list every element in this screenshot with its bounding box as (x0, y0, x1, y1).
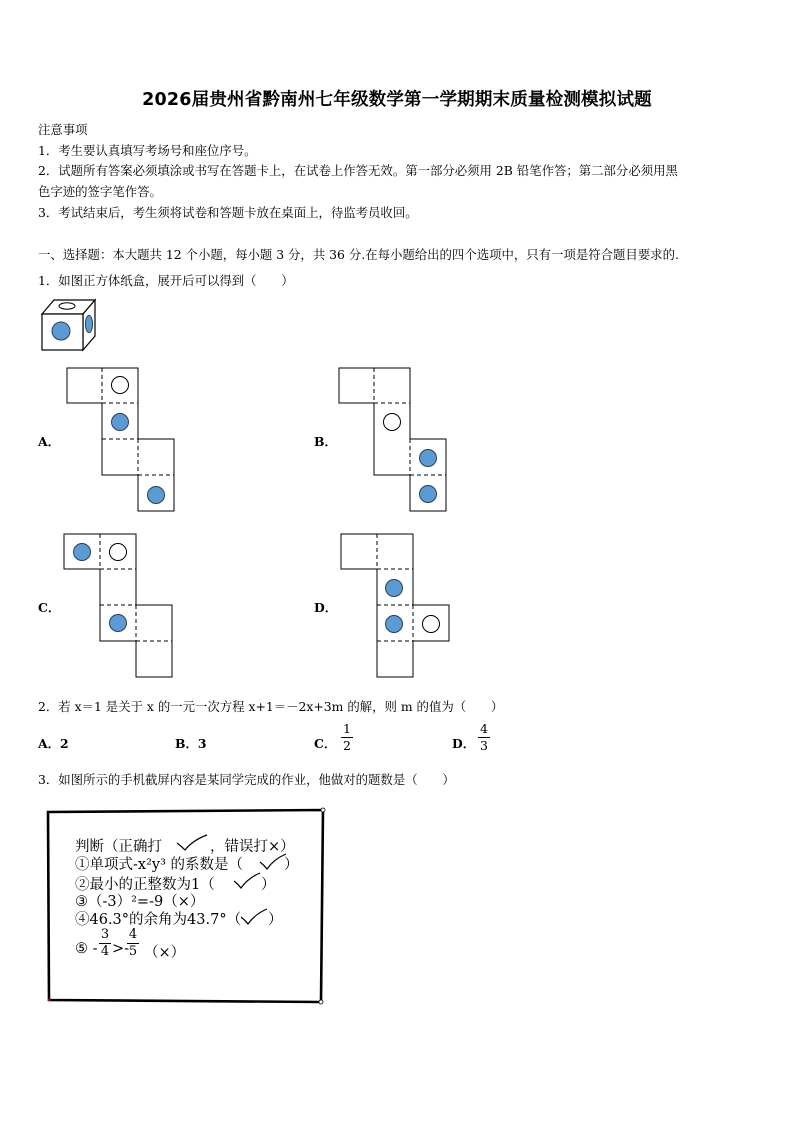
q2-option-a: A．2 (38, 736, 69, 751)
card-line-3: ③（-3）²=-9（×） (75, 894, 205, 910)
option-b-net (338, 367, 450, 515)
section-heading: 一、选择题：本大题共 12 个小题，每小题 3 分，共 36 分.在每小题给出的四个选项中，只有一项是符合题目要求的. (38, 247, 679, 262)
card-line-5-mid: >- (112, 941, 130, 957)
card-line-1: ①单项式-x²y³ 的系数是（ (75, 857, 244, 873)
notice-heading: 注意事项 (38, 122, 88, 137)
notice-item: 3．考试结束后，考生须将试卷和答题卡放在桌面上，待监考员收回。 (38, 205, 418, 220)
card-heading-pre: 判断（正确打 (75, 839, 162, 855)
q2-option-c-fraction: 1 2 (341, 722, 353, 753)
q2-option-b: B．3 (175, 736, 207, 751)
notice-item: 色字迹的签字笔作答。 (38, 184, 162, 199)
card-line-5-fraction-2: 4 5 (128, 927, 138, 959)
cube-figure (40, 298, 100, 352)
q2-option-c: C． (314, 736, 337, 751)
option-c-net (63, 533, 175, 681)
card-heading-post: ，错误打×） (210, 839, 295, 855)
card-line-2-end: ） (261, 877, 276, 893)
option-a-net (66, 367, 178, 515)
option-a-label: A． (38, 434, 61, 449)
question-3-stem: 3．如图所示的手机截屏内容是某同学完成的作业，他做对的题数是（ ） (38, 772, 455, 787)
card-line-5-post: （×） (144, 945, 186, 961)
option-d-net (340, 533, 452, 681)
card-line-5-fraction-1: 3 4 (100, 927, 110, 959)
option-c-label: C． (38, 600, 61, 615)
q2-option-d: D． (452, 736, 476, 751)
q2-option-d-fraction: 4 3 (478, 722, 490, 753)
question-1-stem: 1．如图正方体纸盒，展开后可以得到（ ） (38, 273, 294, 288)
card-line-1-end: ） (284, 857, 299, 873)
page-title: 2026届贵州省黔南州七年级数学第一学期期末质量检测模拟试题 (142, 90, 652, 110)
option-b-label: B． (314, 434, 337, 449)
option-d-label: D． (314, 600, 338, 615)
card-line-5-pre: ⑤ - (75, 941, 98, 957)
notice-item: 2．试题所有答案必须填涂或书写在答题卡上，在试卷上作答无效。第一部分必须用 2B 铅笔作答；第二部分必须用黑 (38, 163, 678, 178)
check-mark-icon (175, 834, 209, 852)
question-2-stem: 2．若 x＝1 是关于 x 的一元一次方程 x+1＝－2x+3m 的解，则 m 的值为（ ） (38, 699, 504, 714)
check-mark-icon (239, 908, 269, 926)
card-line-2: ②最小的正整数为1（ (75, 877, 215, 893)
card-line-4-end: ） (268, 912, 283, 928)
notice-item: 1．考生要认真填写考场号和座位序号。 (38, 143, 257, 158)
card-line-4: ④46.3°的余角为43.7°（ (75, 912, 242, 928)
check-mark-icon (232, 872, 262, 890)
